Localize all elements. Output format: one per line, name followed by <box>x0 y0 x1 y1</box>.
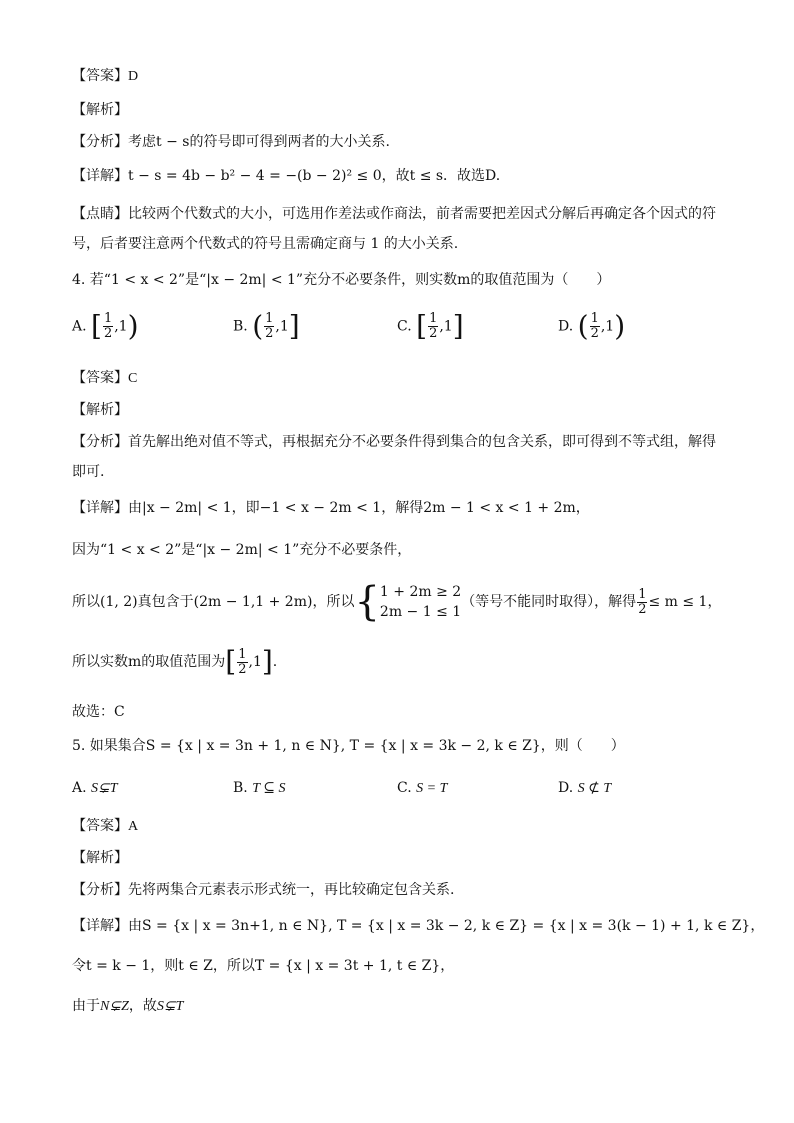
q4-xiangjie-line2: 因为“1 < x < 2”是“|x − 2m| < 1”充分不必要条件， <box>72 542 412 558</box>
xiangjie-label: 【详解】 <box>72 168 128 184</box>
right-bracket: ) <box>614 309 626 343</box>
numerator: 1 <box>265 311 274 326</box>
option-letter: B. <box>233 780 248 796</box>
right-value: ,1 <box>114 318 128 335</box>
dianjing-text-1: 比较两个代数式的大小，可选用作差法或作商法，前者需要把差因式分解后再确定各个因式的符 <box>128 206 716 222</box>
option-letter: D. <box>558 318 574 335</box>
text-part-c: ≤ m ≤ 1， <box>648 594 722 610</box>
denominator: 2 <box>429 326 438 341</box>
right-value: ,1 <box>275 318 289 335</box>
system-line-1: 1 + 2m ≥ 2 <box>379 584 462 600</box>
right-bracket: ] <box>452 309 464 343</box>
numerator: 1 <box>638 586 647 602</box>
answer-label: 【答案】 <box>72 68 128 84</box>
answer-label: 【答案】 <box>72 370 128 386</box>
left-brace: { <box>354 579 380 625</box>
answer-value: C <box>128 371 138 386</box>
q4-option-a[interactable] <box>72 309 139 343</box>
xiangjie-text: t − s = 4b − b² − 4 = −(b − 2)² ≤ 0，故t ≤ s．故选D. <box>128 168 501 184</box>
right-value: ,1 <box>248 654 262 670</box>
q4-fenxi-line2: 即可. <box>72 464 105 480</box>
q5-option-a[interactable] <box>72 778 118 799</box>
q4-guxuan: 故选：C <box>72 704 125 720</box>
q5-answer-line <box>72 816 138 837</box>
q4-analysis-label: 【解析】 <box>72 402 128 418</box>
option-text: T ⊆ S <box>252 781 286 796</box>
dianjing-label: 【点睛】 <box>72 206 128 222</box>
right-bracket: ) <box>127 309 139 343</box>
subset-expr-1: N⊊Z <box>100 999 129 1014</box>
numerator: 1 <box>103 311 113 326</box>
right-bracket: ] <box>261 645 273 678</box>
denominator: 2 <box>238 661 247 677</box>
q5-xiangjie-line1 <box>72 916 764 936</box>
q3-dianjing-line1 <box>72 204 716 224</box>
q4-fenxi-line1 <box>72 432 716 452</box>
q3-xiangjie-line <box>72 166 500 186</box>
q4-xiangjie-line1 <box>72 498 590 518</box>
fenxi-label: 【分析】 <box>72 134 128 150</box>
q3-answer-line <box>72 66 138 87</box>
q5-option-c[interactable] <box>397 778 447 799</box>
q3-analysis-label: 【解析】 <box>72 102 128 118</box>
system-line-2: 2m − 1 ≤ 1 <box>379 604 462 620</box>
answer-value: D <box>128 69 139 84</box>
q4-xiangjie-line4 <box>72 642 277 682</box>
option-text: S ⊄ T <box>577 781 612 796</box>
left-bracket: ( <box>252 309 264 343</box>
inequality-system <box>380 582 461 622</box>
option-letter: D. <box>558 780 574 796</box>
text-part-a: 所以(1, 2)真包含于(2m − 1,1 + 2m)，所以 <box>72 594 355 610</box>
fraction <box>428 312 438 341</box>
q4-option-c[interactable] <box>397 309 464 343</box>
text-part-b: （等号不能同时取得），解得 <box>461 594 637 610</box>
q4-xiangjie-line3 <box>72 579 722 625</box>
text-part-c: ，故 <box>128 998 157 1014</box>
denominator: 2 <box>103 326 113 341</box>
q5-analysis-label: 【解析】 <box>72 850 128 866</box>
q4-stem: 4. 若“1 < x < 2”是“|x − 2m| < 1”充分不必要条件，则实数m的取值范围为（ ） <box>72 272 611 288</box>
xiangjie-text-1: 由|x − 2m| < 1，即−1 < x − 2m < 1，解得2m − 1 < x < 1 + 2m， <box>128 500 590 516</box>
denominator: 2 <box>638 601 647 617</box>
fenxi-text: 考虑t − s的符号即可得到两者的大小关系. <box>128 134 390 150</box>
subset-expr-2: S⊊T <box>156 999 184 1014</box>
option-letter: A. <box>72 780 87 796</box>
option-letter: C. <box>397 318 412 335</box>
q5-xiangjie-line3 <box>72 996 183 1017</box>
text-part-b: . <box>272 654 278 670</box>
q5-xiangjie-line2: 令t = k − 1，则t ∈ Z，所以T = {x | x = 3t + 1, t ∈ Z}， <box>72 958 455 974</box>
fenxi-label: 【分析】 <box>72 882 128 898</box>
denominator: 2 <box>265 326 274 341</box>
q3-fenxi-line <box>72 132 390 152</box>
numerator: 1 <box>429 311 438 326</box>
answer-label: 【答案】 <box>72 818 128 834</box>
fraction <box>590 312 600 341</box>
fraction <box>237 648 247 677</box>
fraction <box>264 312 274 341</box>
left-bracket: [ <box>416 309 428 343</box>
half-fraction <box>637 588 647 617</box>
q5-fenxi-line <box>72 880 454 900</box>
left-bracket: [ <box>91 309 102 343</box>
fenxi-text: 先将两集合元素表示形式统一，再比较确定包含关系. <box>128 882 455 898</box>
right-value: ,1 <box>600 318 615 335</box>
option-letter: C. <box>397 780 412 796</box>
numerator: 1 <box>590 311 599 326</box>
option-text: S = T <box>416 781 448 796</box>
xiangjie-text-1: 由S = {x | x = 3n+1, n ∈ N}, T = {x | x = 3k − 2, k ∈ Z} = {x | x = 3(k − 1) + 1, k ∈ Z}， <box>128 918 765 934</box>
option-text: S⊊T <box>91 781 118 796</box>
numerator: 1 <box>238 646 247 662</box>
xiangjie-label: 【详解】 <box>72 500 128 516</box>
fenxi-label: 【分析】 <box>72 434 128 450</box>
q5-option-b[interactable] <box>233 778 285 799</box>
q5-option-d[interactable] <box>558 778 611 799</box>
q4-option-d[interactable] <box>558 309 626 343</box>
text-part-a: 所以实数m的取值范围为 <box>72 654 226 670</box>
q3-dianjing-line2: 号，后者要注意两个代数式的符号且需确定商与 1 的大小关系. <box>72 236 459 252</box>
xiangjie-label: 【详解】 <box>72 918 128 934</box>
q5-stem: 5. 如果集合S = {x | x = 3n + 1, n ∈ N}, T = {x | x = 3k − 2, k ∈ Z}，则（ ） <box>72 738 625 754</box>
right-value: ,1 <box>439 318 453 335</box>
denominator: 2 <box>590 326 599 341</box>
fraction <box>103 312 113 341</box>
text-part-a: 由于 <box>72 998 100 1014</box>
option-letter: B. <box>233 318 248 335</box>
option-letter: A. <box>72 318 87 335</box>
answer-value: A <box>128 819 139 834</box>
fenxi-text-1: 首先解出绝对值不等式，再根据充分不必要条件得到集合的包含关系，即可得到不等式组，解得 <box>128 434 716 450</box>
left-bracket: ( <box>577 309 589 343</box>
q4-answer-line <box>72 368 137 389</box>
right-bracket: ] <box>288 309 300 343</box>
left-bracket: [ <box>225 645 237 678</box>
q4-option-b[interactable] <box>233 309 300 343</box>
